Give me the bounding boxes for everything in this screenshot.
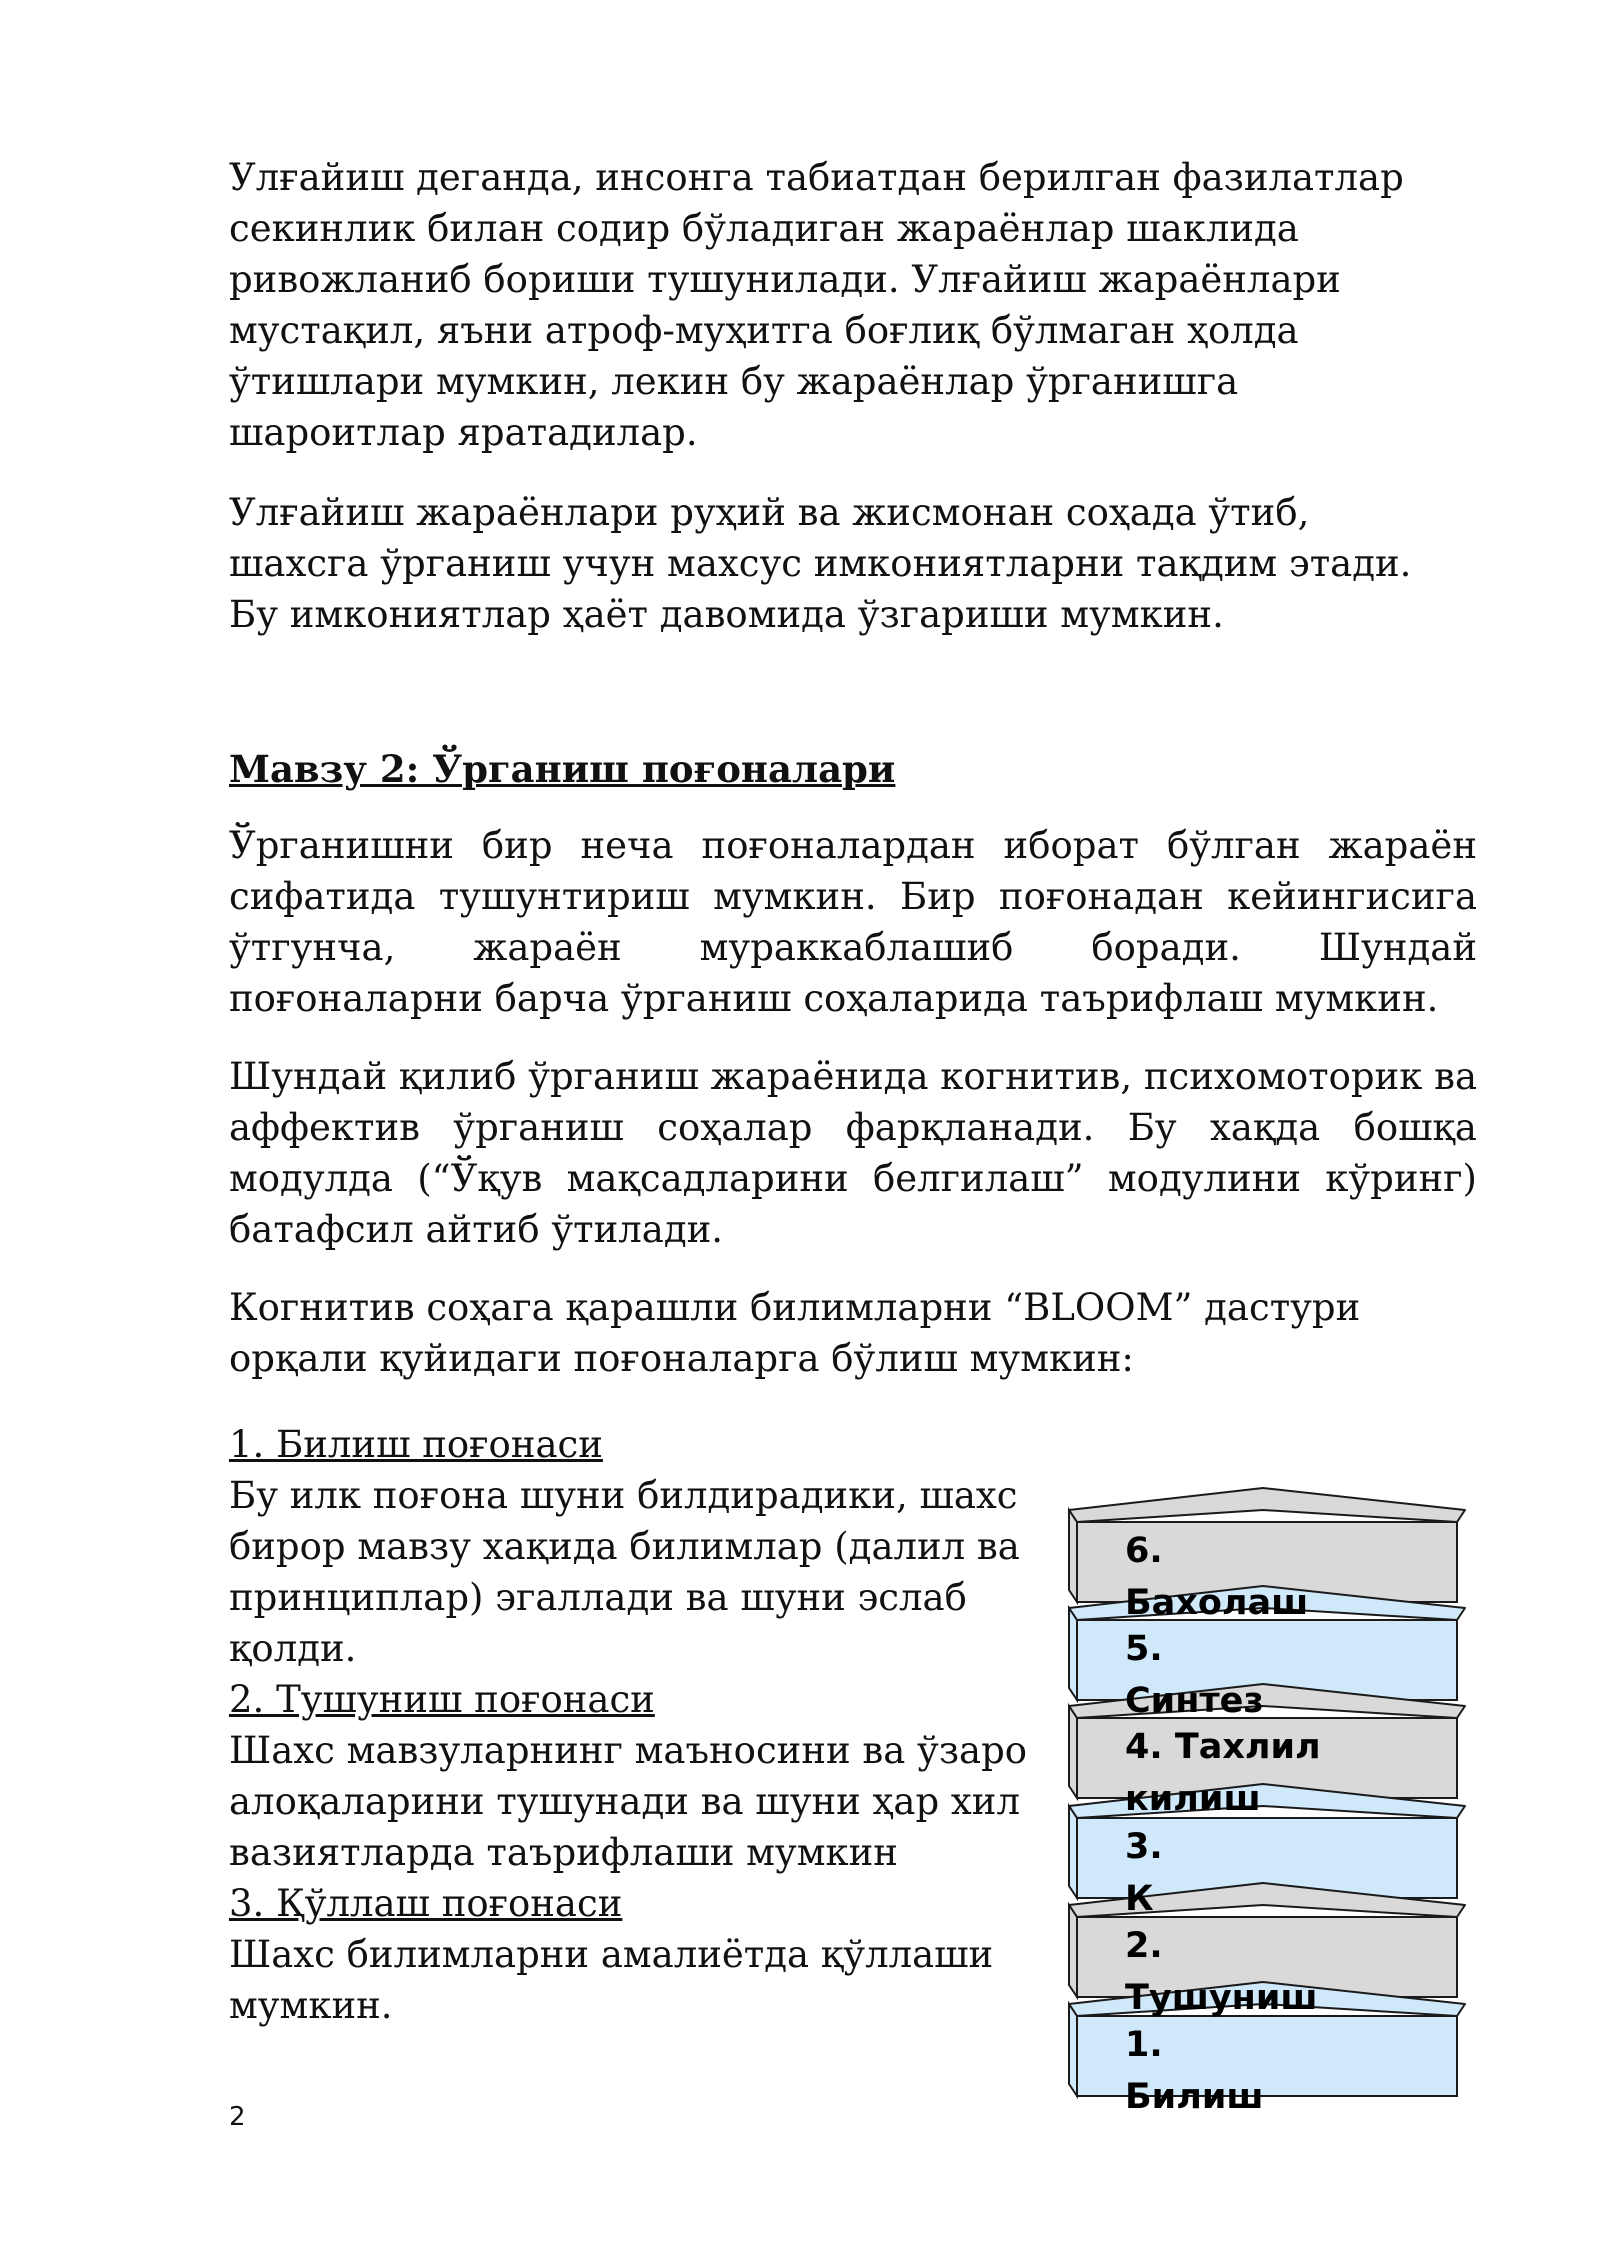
level-title: 1. Билиш поғонаси	[229, 1423, 603, 1466]
levels-list	[229, 1419, 1049, 2031]
section-heading: Мавзу 2: Ўрганиш поғоналари	[229, 747, 896, 791]
paragraph-learning-domains: Шундай қилиб ўрганиш жараёнида когнитив, психомоторик ва аффектив ўрганиш соҳалар фарқланади. Бу хақда бошқа модулда (“Ўқув мақсадларини белгилаш” модулини кўринг) батафсил айтиб ўтилади.	[229, 1055, 1477, 1251]
level-line: вазиятларда таърифлаши мумкин	[229, 1831, 898, 1874]
level-title: 2. Тушуниш поғонаси	[229, 1678, 655, 1721]
level-line: Шахс билимларни амалиётда қўллаши	[229, 1933, 994, 1976]
level-comprehension	[229, 1674, 1049, 1878]
level-application	[229, 1878, 1049, 2031]
pyramid-step-side	[1069, 1510, 1077, 1602]
paragraph-growth-definition: Улғайиш деганда, инсонга табиатдан берилган фазилатлар секинлик билан содир бўладиган жараёнлар шаклида ривожланиб бориши тушунилади. Улғайиш жараёнлари мустақил, яъни атроф-муҳитга боғлиқ бўлмаган ҳолда ўтишлари мумкин, лекин бу жараёнлар ўрганишга шароитлар яратадилар.	[229, 156, 1404, 454]
level-line: мумкин.	[229, 1984, 393, 2027]
pyramid-step-label: 2. Тушуниш	[1125, 1926, 1318, 2018]
pyramid-step-top	[1069, 1488, 1465, 1522]
pyramid-step-side	[1069, 1706, 1077, 1798]
paragraph-growth-processes: Улғайиш жараёнлари руҳий ва жисмонан соҳада ўтиб, шахсга ўрганиш учун махсус имкониятларни тақдим этади. Бу имкониятлар ҳаёт давомида ўзгариши мумкин.	[229, 491, 1412, 636]
pyramid-step-label: 1. Билиш	[1125, 2025, 1264, 2117]
level-line: алоқаларини тушунади ва шуни ҳар хил	[229, 1780, 1020, 1823]
pyramid-step-label: 3. К	[1125, 1827, 1163, 1919]
level-knowledge	[229, 1419, 1049, 1674]
level-line: қолди.	[229, 1627, 357, 1670]
pyramid-step-label: 5. Синтез	[1125, 1629, 1264, 1721]
bloom-pyramid-diagram	[1055, 1480, 1475, 2160]
pyramid-step-side	[1069, 1608, 1077, 1700]
level-title: 3. Қўллаш поғонаси	[229, 1882, 623, 1925]
paragraph-bloom-intro: Когнитив соҳага қарашли билимларни “BLOOM” дастури орқали қуйидаги поғоналарга бўлиш мумкин:	[229, 1286, 1361, 1380]
level-line: принциплар) эгаллади ва шуни эслаб	[229, 1576, 967, 1619]
page-number: 2	[229, 2102, 246, 2132]
pyramid-step-side	[1069, 1806, 1077, 1898]
level-line: Бу илк поғона шуни билдирадики, шахс	[229, 1474, 1018, 1517]
paragraph-learning-stages: Ўрганишни бир неча поғоналардан иборат бўлган жараён сифатида тушунтириш мумкин. Бир поғонадан кейингисига ўтгунча, жараён мураккаблашиб боради. Шундай поғоналарни барча ўрганиш соҳаларида таърифлаш мумкин.	[229, 824, 1477, 1020]
pyramid-step-side	[1069, 1905, 1077, 1997]
pyramid-step-label: 4. Тахлил килиш	[1125, 1727, 1321, 1819]
level-line: бирор мавзу хақида билимлар (далил ва	[229, 1525, 1020, 1568]
pyramid-step-side	[1069, 2004, 1077, 2096]
pyramid-step-label: 6. Бахолаш	[1125, 1531, 1309, 1623]
level-line: Шахс мавзуларнинг маъносини ва ўзаро	[229, 1729, 1028, 1772]
